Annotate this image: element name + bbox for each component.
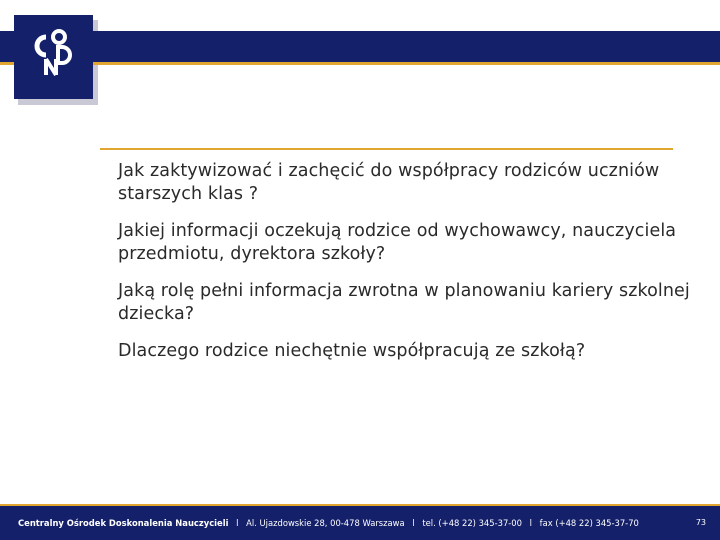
codn-logo-icon <box>32 25 76 77</box>
footer-fax: fax (+48 22) 345-37-70 <box>539 518 639 528</box>
codn-logo <box>14 15 93 99</box>
header-bar <box>0 31 720 62</box>
header-accent-line <box>0 62 720 65</box>
question-list <box>118 160 698 377</box>
footer-info <box>0 518 639 528</box>
question-item: Jaką rolę pełni informacja zwrotna w planowaniu kariery szkolnej dziecka? <box>118 281 690 324</box>
question-item: Dlaczego rodzice niechętnie współpracują ze szkołą? <box>118 341 586 361</box>
page-number: 73 <box>695 518 706 527</box>
footer-separator: l <box>412 518 415 528</box>
content-divider <box>100 148 673 150</box>
footer-address: Al. Ujazdowskie 28, 00-478 Warszawa <box>246 518 405 528</box>
footer-org-name: Centralny Ośrodek Doskonalenia Nauczycieli <box>18 518 229 528</box>
footer-phone: tel. (+48 22) 345-37-00 <box>422 518 522 528</box>
footer-bar <box>0 506 720 540</box>
question-item: Jak zaktywizować i zachęcić do współpracy rodziców uczniów starszych klas ? <box>118 161 660 204</box>
footer-separator: l <box>529 518 532 528</box>
question-item: Jakiej informacji oczekują rodzice od wychowawcy, nauczyciela przedmiotu, dyrektora szkoły? <box>118 221 677 264</box>
footer-separator: l <box>236 518 239 528</box>
